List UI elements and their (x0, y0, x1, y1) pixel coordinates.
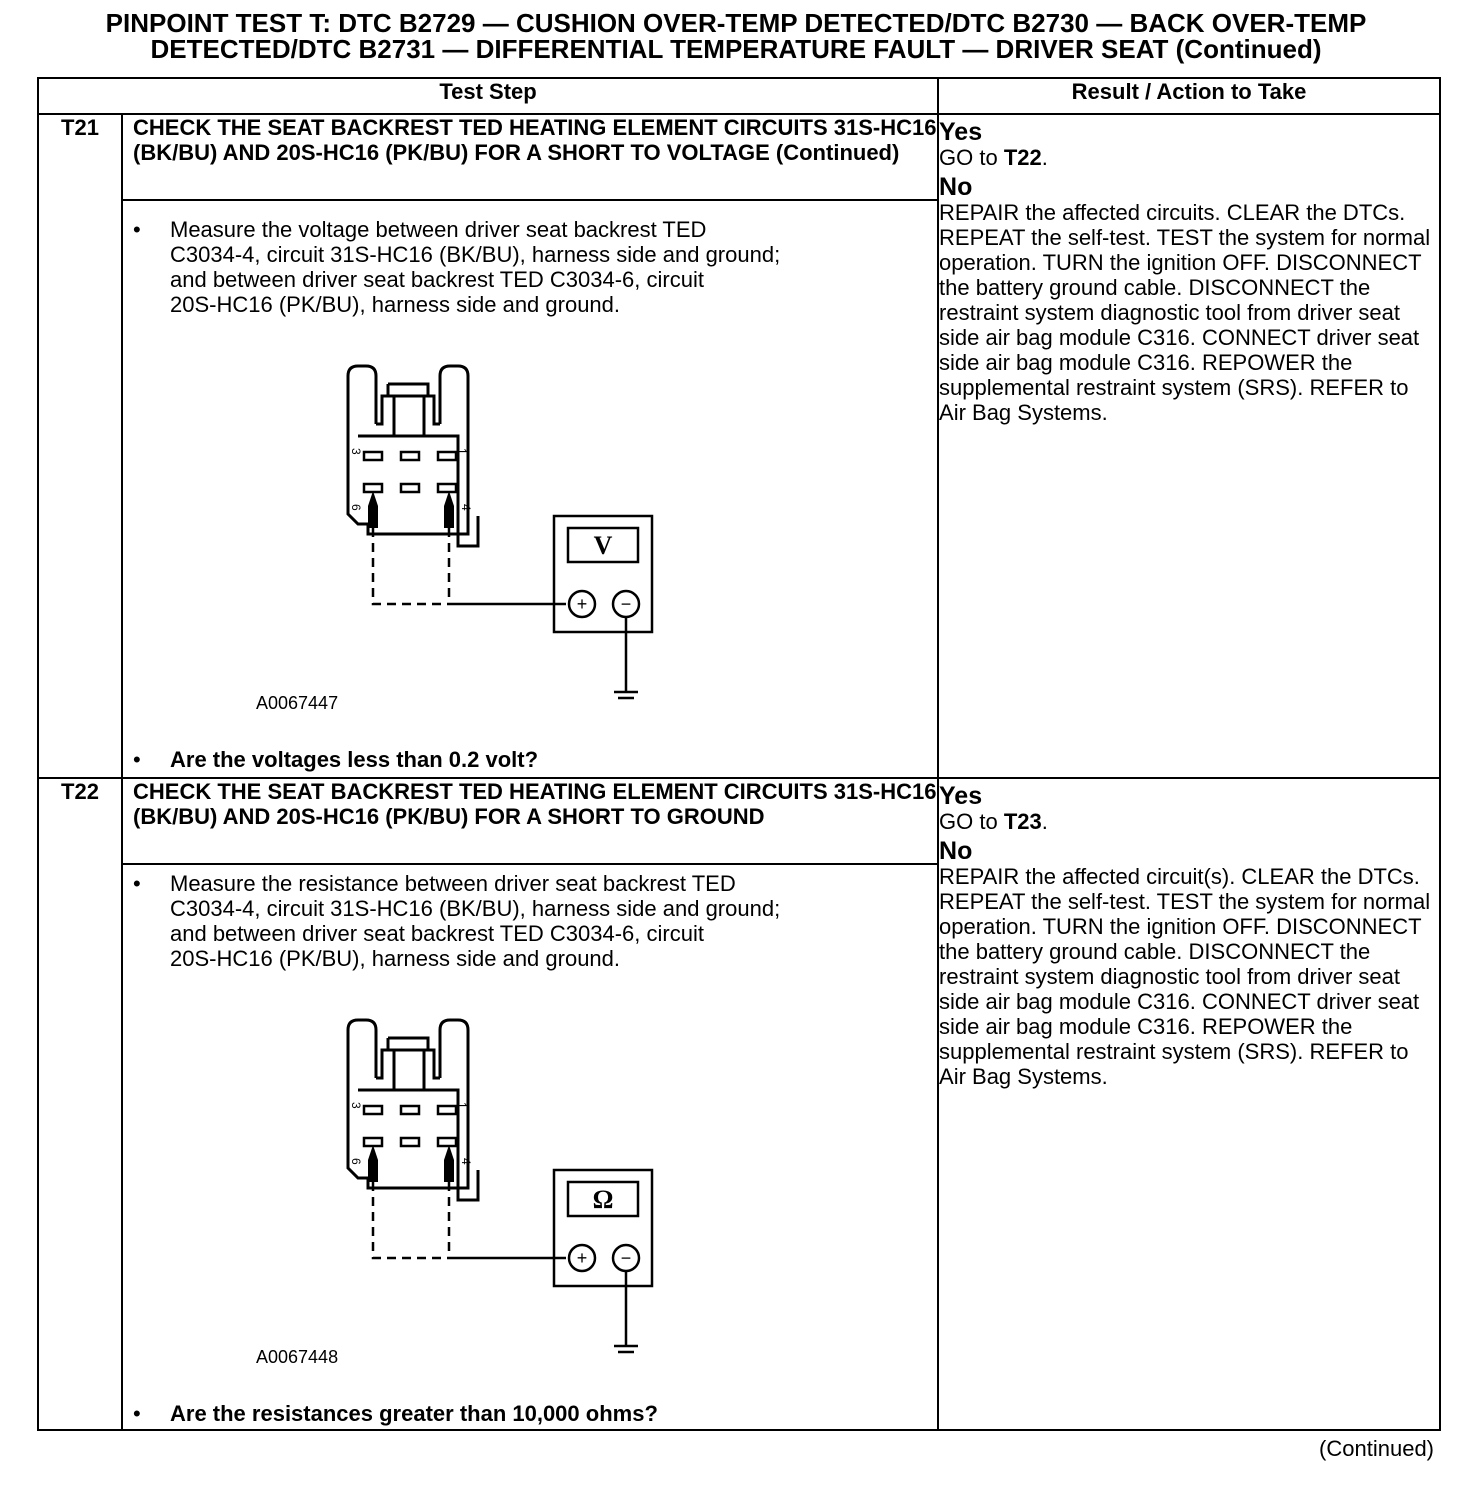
minus-icon: − (620, 1248, 632, 1268)
voltage-measurement-diagram (328, 356, 668, 701)
bullet: • (133, 217, 141, 242)
pin-label: 3 (349, 1102, 363, 1109)
step-question: Are the resistances greater than 10,000 ohms? (170, 1401, 658, 1426)
test-step-header: Test Step (38, 78, 938, 114)
figure-id: A0067447 (256, 693, 339, 713)
yes-action: GO to T23. (939, 809, 1048, 834)
plus-icon: + (576, 1248, 588, 1268)
plus-icon: + (576, 594, 588, 614)
meter-symbol: V (593, 531, 613, 560)
bullet: • (133, 871, 141, 896)
no-action: REPAIR the affected circuits. CLEAR the DTCs. REPEAT the self-test. TEST the system for normal operation. TURN the ignition OFF. DISCONNECT the battery ground cable. DISCONNECT the restraint system diagnostic tool from driver seat side air bag module C316. CONNECT driver seat side air bag module C316. REPOWER the supplemental restraint system (SRS). REFER to Air Bag Systems. (939, 200, 1431, 425)
pinpoint-test-table (37, 77, 1441, 1431)
yes-target: T22 (1003, 145, 1042, 170)
figure-id: A0067448 (256, 1347, 339, 1367)
pin-label: 6 (349, 504, 363, 511)
step-heading: CHECK THE SEAT BACKREST TED HEATING ELEMENT CIRCUITS 31S-HC16 (BK/BU) AND 20S-HC16 (PK/BU) FOR A SHORT TO VOLTAGE (Continued) (122, 114, 938, 200)
pin-label: 6 (349, 1158, 363, 1165)
pin-label: 3 (349, 448, 363, 455)
result-cell (938, 114, 1440, 778)
yes-target: T23 (1003, 809, 1042, 834)
page-title: PINPOINT TEST T: DTC B2729 — CUSHION OVER-TEMP DETECTED/DTC B2730 — BACK OVER-TEMP DETECTED/DTC B2731 — DIFFERENTIAL TEMPERATURE FAULT — DRIVER SEAT (Continued) (105, 8, 1367, 64)
no-label: No (939, 173, 973, 201)
no-label: No (939, 837, 973, 865)
resistance-measurement-diagram (328, 1010, 668, 1355)
step-id: T22 (38, 778, 122, 1430)
pin-label: 4 (459, 1158, 473, 1165)
no-action: REPAIR the affected circuit(s). CLEAR the DTCs. REPEAT the self-test. TEST the system for normal operation. TURN the ignition OFF. DISCONNECT the battery ground cable. DISCONNECT the restraint system diagnostic tool from driver seat side air bag module C316. CONNECT driver seat side air bag module C316. REPOWER the supplemental restraint system (SRS). REFER to Air Bag Systems. (939, 864, 1431, 1089)
step-instruction: Measure the voltage between driver seat backrest TED C3034-4, circuit 31S-HC16 (BK/BU), harness side and ground; and between driver seat backrest TED C3034-6, circuit 20S-HC16 (PK/BU), harness side and ground. (170, 217, 781, 317)
step-instruction: Measure the resistance between driver seat backrest TED C3034-4, circuit 31S-HC16 (BK/BU), harness side and ground; and between driver seat backrest TED C3034-6, circuit 20S-HC16 (PK/BU), harness side and ground. (170, 871, 781, 971)
result-cell (938, 778, 1440, 1430)
pin-label: 4 (459, 504, 473, 511)
step-id: T21 (38, 114, 122, 778)
result-header: Result / Action to Take (938, 78, 1440, 114)
continued-label: (Continued) (1319, 1436, 1434, 1461)
step-body (122, 864, 938, 1430)
step-body (122, 200, 938, 778)
pin-label: 1 (455, 1102, 469, 1109)
pin-label: 1 (455, 448, 469, 455)
meter-symbol: Ω (592, 1185, 614, 1214)
yes-label: Yes (939, 782, 983, 810)
step-heading: CHECK THE SEAT BACKREST TED HEATING ELEMENT CIRCUITS 31S-HC16 (BK/BU) AND 20S-HC16 (PK/BU) FOR A SHORT TO GROUND (122, 778, 938, 864)
step-question: Are the voltages less than 0.2 volt? (170, 747, 539, 772)
bullet: • (133, 747, 141, 772)
yes-action: GO to T22. (939, 145, 1048, 170)
bullet: • (133, 1401, 141, 1426)
yes-label: Yes (939, 118, 983, 146)
minus-icon: − (620, 594, 632, 614)
